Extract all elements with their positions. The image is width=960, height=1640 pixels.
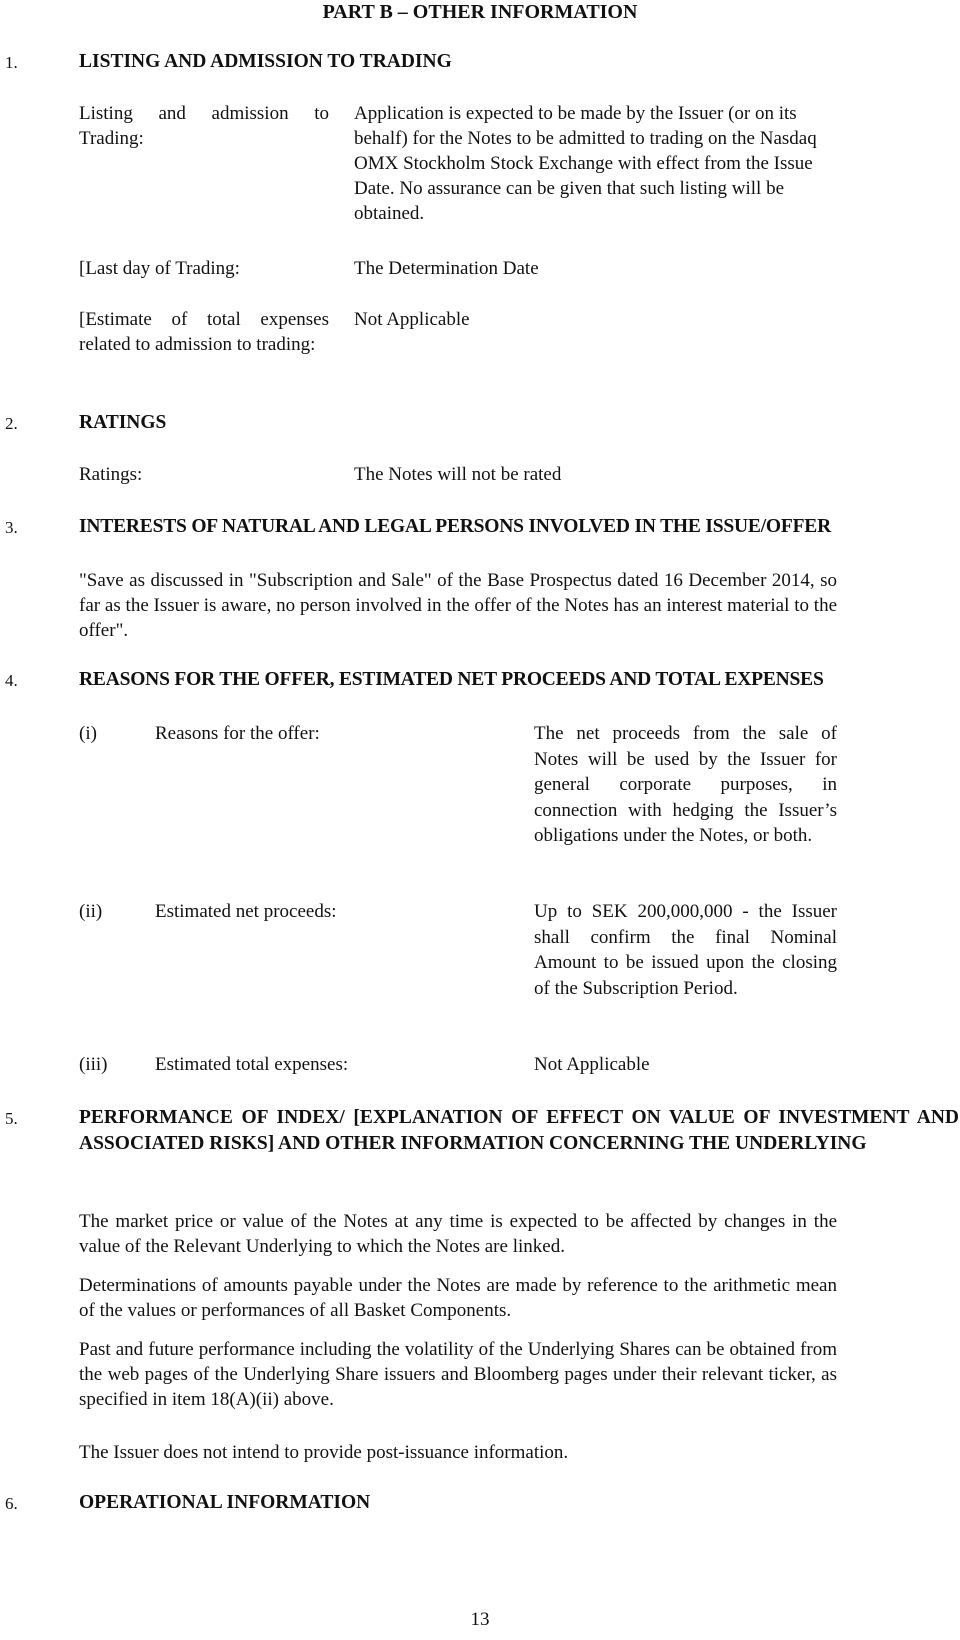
- section-6-number: 6.: [5, 1494, 18, 1513]
- section-3-heading: INTERESTS OF NATURAL AND LEGAL PERSONS INVOLVED IN THE ISSUE/OFFER: [79, 516, 831, 537]
- section-5-paragraph-2: Determinations of amounts payable under the Notes are made by reference to the arithmetic mean of the values or performances of all Basket Components.: [79, 1275, 837, 1321]
- expenses-value: Not Applicable: [354, 309, 470, 330]
- item-iii-numeral: (iii): [79, 1054, 108, 1075]
- listing-value: Application is expected to be made by the Issuer (or on its behalf) for the Notes to be admitted to trading on the Nasdaq OMX Stockholm Stock Exchange with effect from the Issue Date. No assurance can be given that such listing will be obtained.: [354, 103, 817, 224]
- page-title: PART B – OTHER INFORMATION: [322, 1, 638, 23]
- item-iii-value: Not Applicable: [534, 1054, 650, 1075]
- section-2-heading: RATINGS: [79, 412, 167, 433]
- section-5-paragraph-4: The Issuer does not intend to provide post-issuance information.: [79, 1442, 569, 1463]
- section-4-heading: REASONS FOR THE OFFER, ESTIMATED NET PROCEEDS AND TOTAL EXPENSES: [79, 669, 824, 690]
- section-2-number: 2.: [5, 414, 18, 433]
- item-i-value: The net proceeds from the sale of Notes will be used by the Issuer for general corporate purposes, in connection with hedging the Issuer’s obligations under the Notes, or both.: [534, 723, 837, 846]
- page-number: 13: [470, 1609, 490, 1630]
- section-3-number: 3.: [5, 518, 18, 537]
- section-1-heading: LISTING AND ADMISSION TO TRADING: [79, 51, 452, 72]
- ratings-label: Ratings:: [79, 464, 143, 485]
- section-5-heading: PERFORMANCE OF INDEX/ [EXPLANATION OF EFFECT ON VALUE OF INVESTMENT AND ASSOCIATED RISKS] AND OTHER INFORMATION CONCERNING THE UNDERLYING: [79, 1107, 959, 1154]
- ratings-value: The Notes will not be rated: [354, 464, 562, 485]
- section-6-heading: OPERATIONAL INFORMATION: [79, 1492, 371, 1513]
- section-4-number: 4.: [5, 671, 18, 690]
- item-ii-value: Up to SEK 200,000,000 - the Issuer shall confirm the final Nominal Amount to be issued upon the closing of the Subscription Period.: [534, 901, 837, 999]
- last-day-label: [Last day of Trading:: [79, 258, 240, 279]
- item-ii-numeral: (ii): [79, 901, 103, 922]
- item-iii-label: Estimated total expenses:: [155, 1054, 349, 1075]
- section-5-paragraph-3: Past and future performance including the volatility of the Underlying Shares can be obtained from the web pages of the Underlying Share issuers and Bloomberg pages under their relevant ticker, as specified in item 18(A)(ii) above.: [79, 1339, 837, 1410]
- section-5-paragraph-1: The market price or value of the Notes at any time is expected to be affected by changes in the value of the Relevant Underlying to which the Notes are linked.: [79, 1211, 837, 1257]
- last-day-value: The Determination Date: [354, 258, 539, 279]
- expenses-label: [Estimate of total expenses related to admission to trading:: [79, 309, 329, 355]
- item-ii-label: Estimated net proceeds:: [155, 901, 337, 922]
- section-5-number: 5.: [5, 1109, 18, 1128]
- listing-label: Listing and admission to Trading:: [79, 103, 329, 149]
- section-1-number: 1.: [5, 53, 18, 72]
- item-i-label: Reasons for the offer:: [155, 723, 320, 744]
- item-i-numeral: (i): [79, 723, 97, 744]
- section-3-paragraph: "Save as discussed in "Subscription and Sale" of the Base Prospectus dated 16 December 2014, so far as the Issuer is aware, no person involved in the offer of the Notes has an interest material to the offer".: [79, 570, 837, 641]
